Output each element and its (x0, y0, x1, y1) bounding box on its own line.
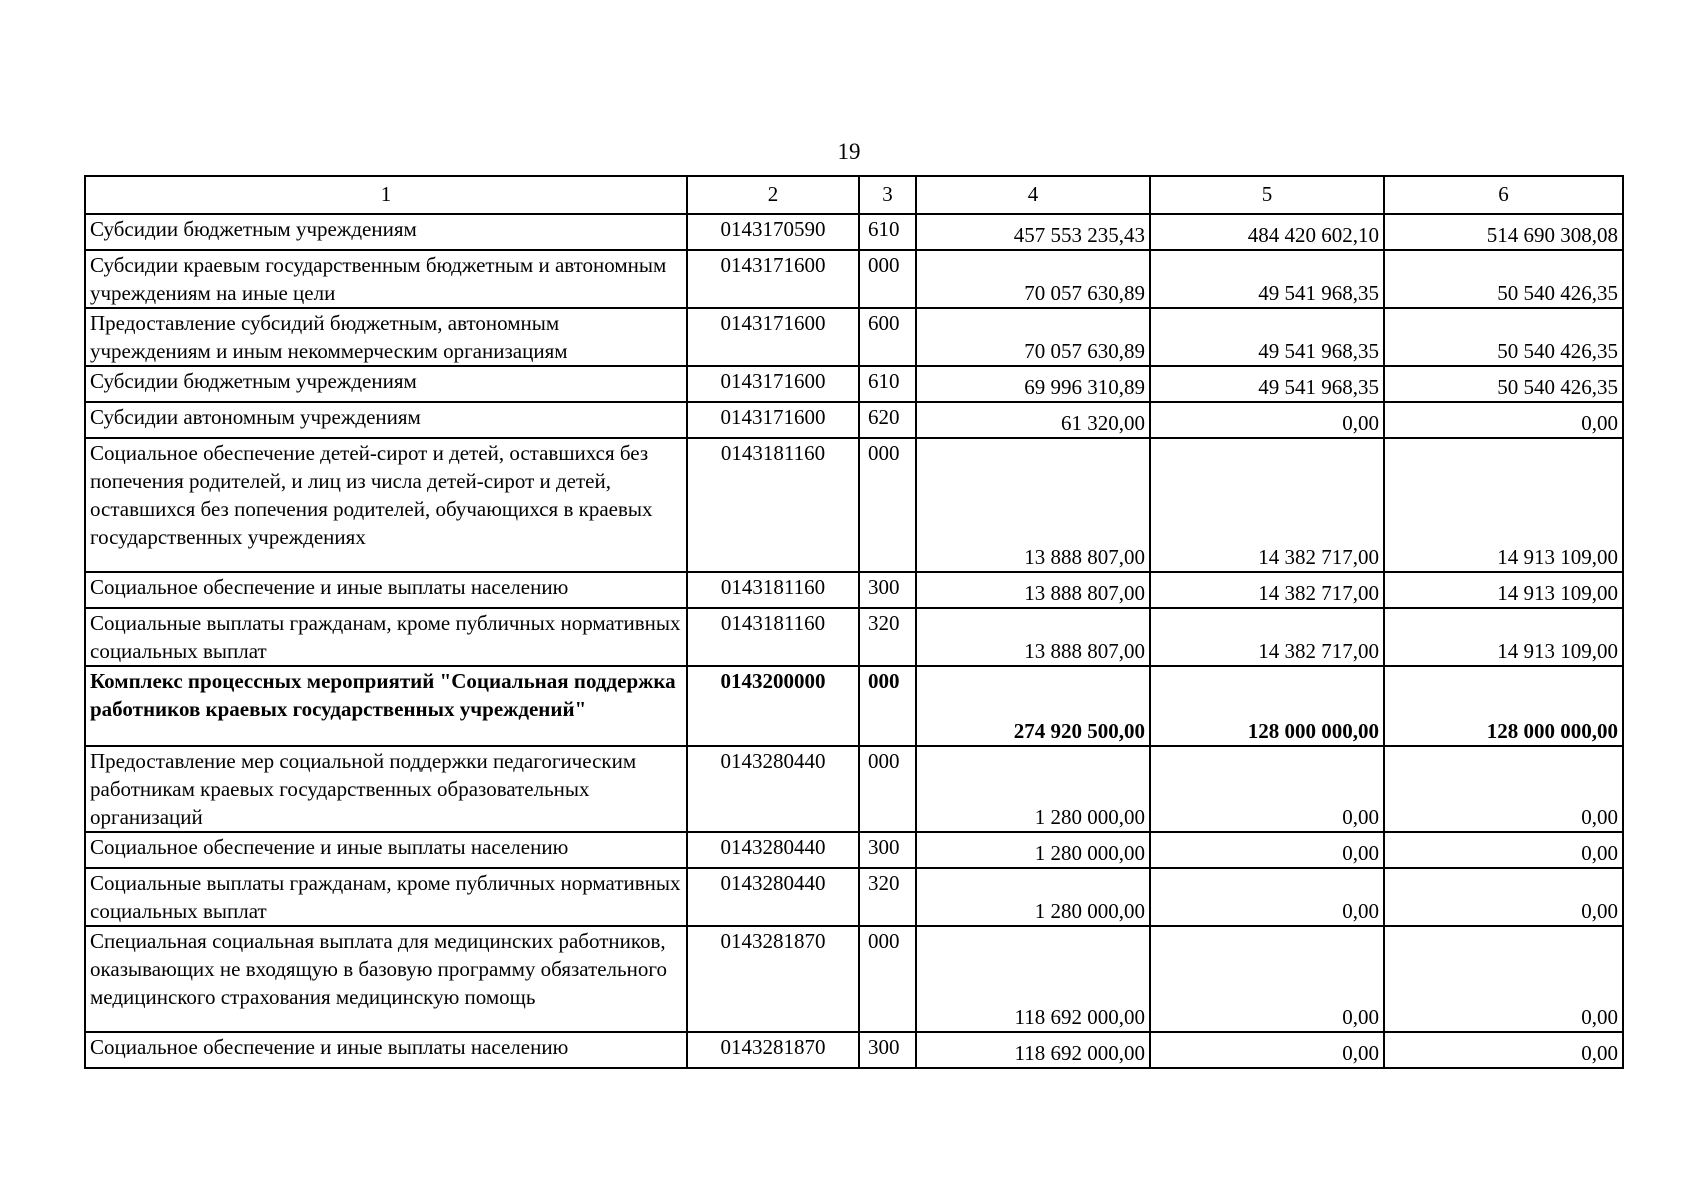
row-year2-cell: 14 382 717,00 (1150, 572, 1384, 608)
row-year3-cell: 0,00 (1384, 926, 1623, 1032)
row-year3-cell: 0,00 (1384, 1032, 1623, 1068)
row-year3-cell: 128 000 000,00 (1384, 666, 1623, 746)
budget-table (84, 175, 1624, 1069)
row-year2-cell: 0,00 (1150, 1032, 1384, 1068)
header-cell-5: 5 (1150, 176, 1384, 214)
row-name-cell: Социальное обеспечение и иные выплаты населению (85, 1032, 687, 1068)
table-row (85, 868, 1623, 926)
row-year3-cell: 14 913 109,00 (1384, 572, 1623, 608)
row-year1-cell: 13 888 807,00 (916, 438, 1150, 572)
row-year1-cell: 1 280 000,00 (916, 832, 1150, 868)
table-row (85, 572, 1623, 608)
header-cell-2: 2 (687, 176, 859, 214)
row-csr-cell: 0143280440 (687, 868, 859, 926)
row-year3-cell: 14 913 109,00 (1384, 608, 1623, 666)
table-row (85, 308, 1623, 366)
row-csr-cell: 0143181160 (687, 438, 859, 572)
header-cell-1: 1 (85, 176, 687, 214)
row-year2-cell: 0,00 (1150, 402, 1384, 438)
row-year1-cell: 118 692 000,00 (916, 1032, 1150, 1068)
row-year1-cell: 118 692 000,00 (916, 926, 1150, 1032)
table-row (85, 926, 1623, 1032)
row-name-cell: Субсидии бюджетным учреждениям (85, 214, 687, 250)
header-cell-4: 4 (916, 176, 1150, 214)
row-name-cell: Субсидии краевым государственным бюджетным и автономным учреждениям на иные цели (85, 250, 687, 308)
table-header-row (85, 176, 1623, 214)
table-row (85, 250, 1623, 308)
row-year1-cell: 69 996 310,89 (916, 366, 1150, 402)
row-year3-cell: 0,00 (1384, 832, 1623, 868)
row-vr-cell: 320 (859, 608, 916, 666)
row-csr-cell: 0143171600 (687, 250, 859, 308)
row-year1-cell: 457 553 235,43 (916, 214, 1150, 250)
row-csr-cell: 0143181160 (687, 572, 859, 608)
table-row (85, 438, 1623, 572)
table-row (85, 666, 1623, 746)
row-vr-cell: 000 (859, 250, 916, 308)
table-row (85, 608, 1623, 666)
row-year1-cell: 61 320,00 (916, 402, 1150, 438)
row-year3-cell: 50 540 426,35 (1384, 308, 1623, 366)
row-name-cell: Социальное обеспечение и иные выплаты населению (85, 572, 687, 608)
row-vr-cell: 000 (859, 926, 916, 1032)
row-year1-cell: 13 888 807,00 (916, 608, 1150, 666)
row-year2-cell: 49 541 968,35 (1150, 366, 1384, 402)
header-cell-6: 6 (1384, 176, 1623, 214)
row-vr-cell: 610 (859, 214, 916, 250)
row-year2-cell: 49 541 968,35 (1150, 250, 1384, 308)
row-name-cell: Субсидии автономным учреждениям (85, 402, 687, 438)
row-year2-cell: 0,00 (1150, 832, 1384, 868)
row-csr-cell: 0143170590 (687, 214, 859, 250)
row-year3-cell: 50 540 426,35 (1384, 366, 1623, 402)
row-year3-cell: 514 690 308,08 (1384, 214, 1623, 250)
row-year2-cell: 14 382 717,00 (1150, 438, 1384, 572)
row-csr-cell: 0143281870 (687, 926, 859, 1032)
row-name-cell: Социальное обеспечение и иные выплаты населению (85, 832, 687, 868)
table-row (85, 214, 1623, 250)
row-year2-cell: 0,00 (1150, 926, 1384, 1032)
table-row (85, 746, 1623, 832)
row-name-cell: Социальное обеспечение детей-сирот и детей, оставшихся без попечения родителей, и лиц из числа детей-сирот и детей, оставшихся без попечения родителей, обучающихся в краевых государственных учреждениях (85, 438, 687, 572)
row-year2-cell: 14 382 717,00 (1150, 608, 1384, 666)
row-year3-cell: 50 540 426,35 (1384, 250, 1623, 308)
row-year3-cell: 0,00 (1384, 746, 1623, 832)
row-name-cell: Предоставление субсидий бюджетным, автономным учреждениям и иным некоммерческим организациям (85, 308, 687, 366)
row-csr-cell: 0143171600 (687, 402, 859, 438)
row-year2-cell: 49 541 968,35 (1150, 308, 1384, 366)
row-year2-cell: 0,00 (1150, 746, 1384, 832)
row-csr-cell: 0143280440 (687, 746, 859, 832)
row-csr-cell: 0143281870 (687, 1032, 859, 1068)
row-year1-cell: 274 920 500,00 (916, 666, 1150, 746)
row-name-cell: Социальные выплаты гражданам, кроме публичных нормативных социальных выплат (85, 608, 687, 666)
table-row (85, 366, 1623, 402)
row-year1-cell: 70 057 630,89 (916, 308, 1150, 366)
row-year2-cell: 128 000 000,00 (1150, 666, 1384, 746)
row-csr-cell: 0143181160 (687, 608, 859, 666)
table-row (85, 1032, 1623, 1068)
row-year2-cell: 484 420 602,10 (1150, 214, 1384, 250)
row-csr-cell: 0143280440 (687, 832, 859, 868)
header-cell-3: 3 (859, 176, 916, 214)
row-name-cell: Комплекс процессных мероприятий "Социальная поддержка работников краевых государственных учреждений" (85, 666, 687, 746)
row-vr-cell: 000 (859, 666, 916, 746)
row-csr-cell: 0143171600 (687, 308, 859, 366)
row-name-cell: Социальные выплаты гражданам, кроме публичных нормативных социальных выплат (85, 868, 687, 926)
page-number: 19 (837, 139, 861, 164)
row-year1-cell: 70 057 630,89 (916, 250, 1150, 308)
row-vr-cell: 300 (859, 572, 916, 608)
row-name-cell: Специальная социальная выплата для медицинских работников, оказывающих не входящую в базовую программу обязательного медицинского страхования медицинскую помощь (85, 926, 687, 1032)
row-year1-cell: 1 280 000,00 (916, 868, 1150, 926)
row-year3-cell: 0,00 (1384, 402, 1623, 438)
row-vr-cell: 300 (859, 1032, 916, 1068)
row-vr-cell: 300 (859, 832, 916, 868)
row-year3-cell: 0,00 (1384, 868, 1623, 926)
table-row (85, 402, 1623, 438)
row-csr-cell: 0143200000 (687, 666, 859, 746)
row-vr-cell: 600 (859, 308, 916, 366)
row-year2-cell: 0,00 (1150, 868, 1384, 926)
row-name-cell: Субсидии бюджетным учреждениям (85, 366, 687, 402)
row-vr-cell: 610 (859, 366, 916, 402)
table-row (85, 832, 1623, 868)
row-vr-cell: 320 (859, 868, 916, 926)
row-name-cell: Предоставление мер социальной поддержки педагогическим работникам краевых государственных образовательных организаций (85, 746, 687, 832)
row-year3-cell: 14 913 109,00 (1384, 438, 1623, 572)
row-vr-cell: 620 (859, 402, 916, 438)
row-csr-cell: 0143171600 (687, 366, 859, 402)
row-year1-cell: 1 280 000,00 (916, 746, 1150, 832)
row-year1-cell: 13 888 807,00 (916, 572, 1150, 608)
row-vr-cell: 000 (859, 746, 916, 832)
row-vr-cell: 000 (859, 438, 916, 572)
